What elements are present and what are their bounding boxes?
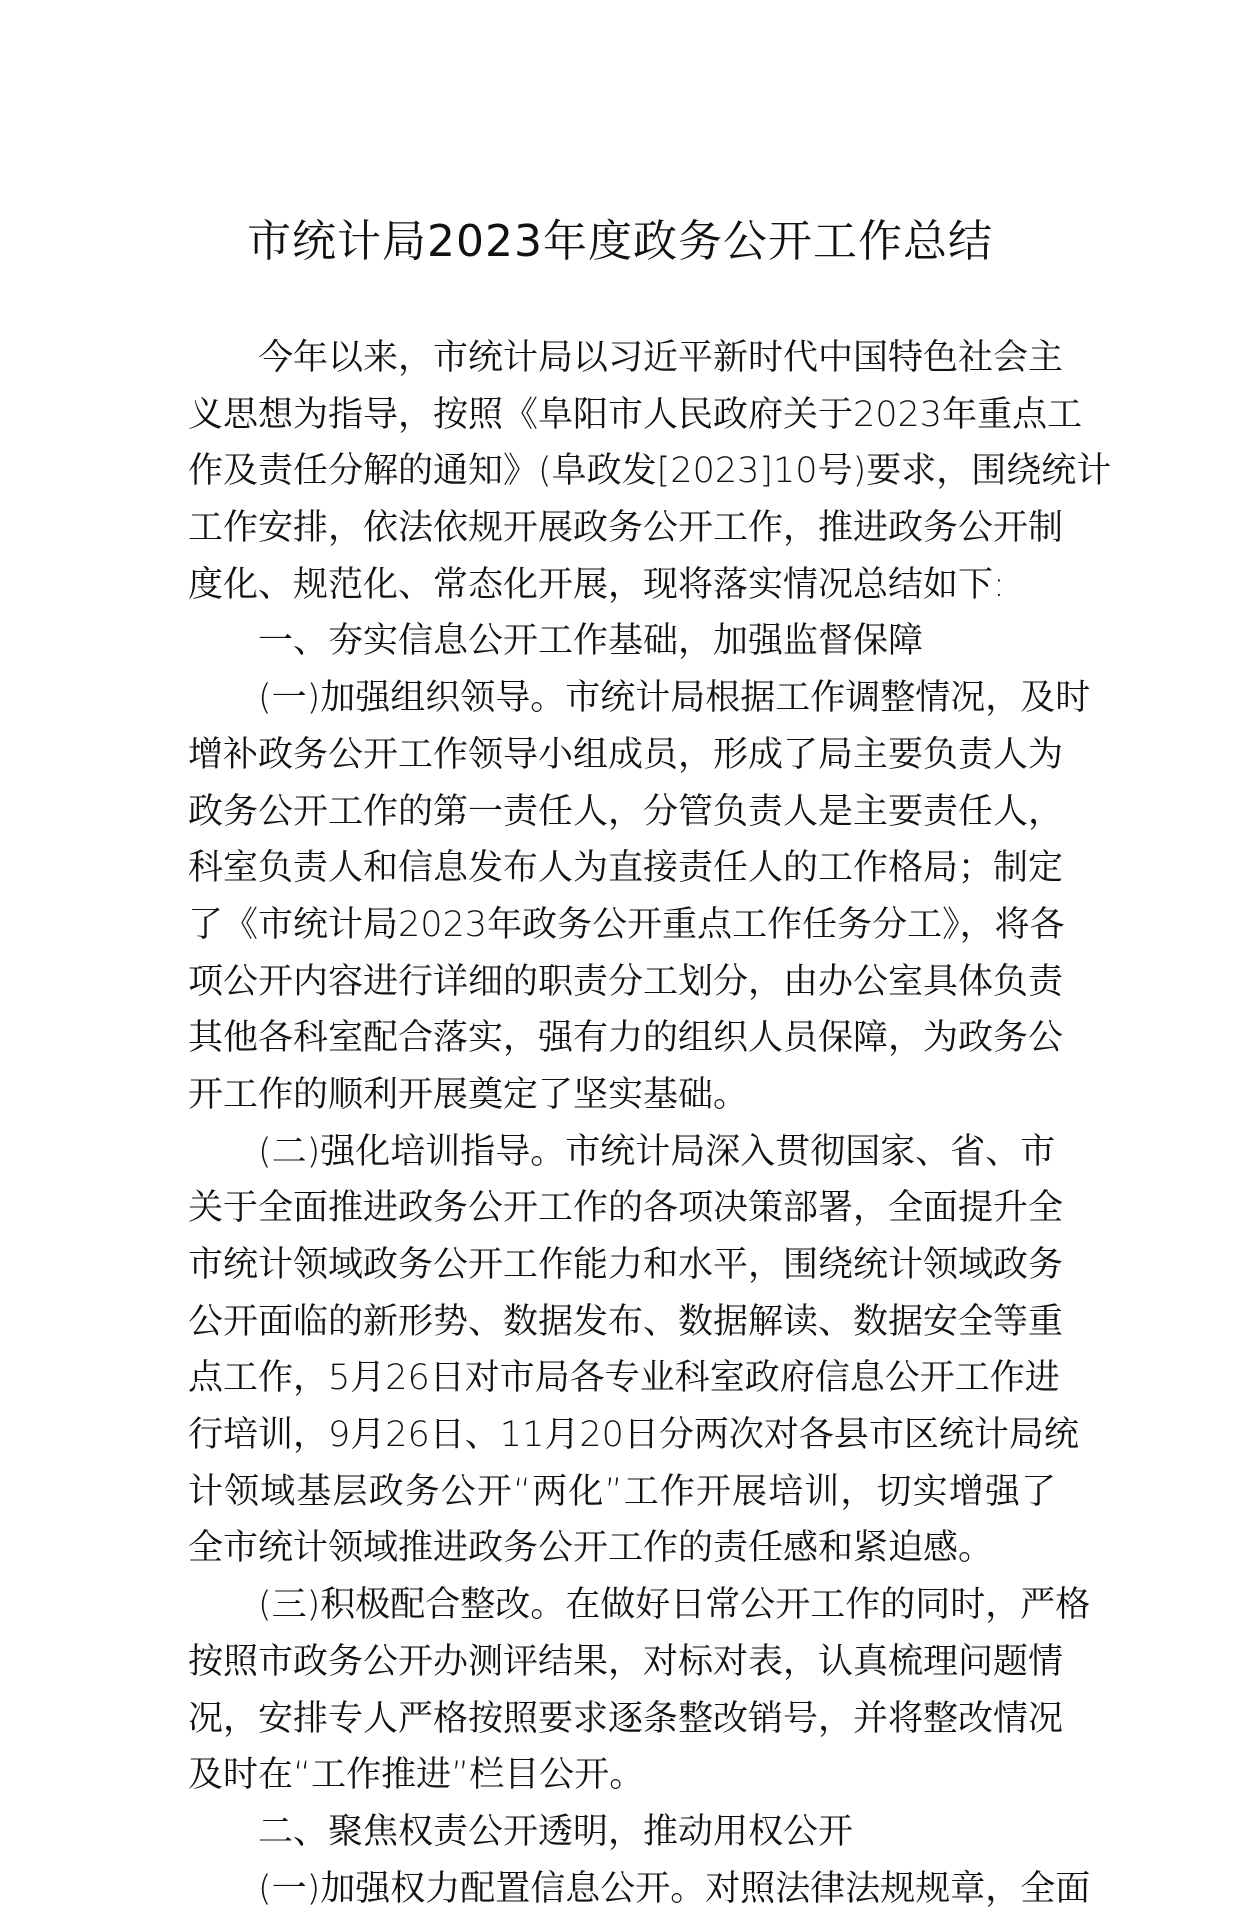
section-heading: 一、夯实信息公开工作基础，加强监督保障 (258, 621, 924, 662)
paragraph-line: 开工作的顺利开展奠定了坚实基础。 (188, 1074, 749, 1115)
document-title: 市统计局2023年度政务公开工作总结 (247, 216, 993, 267)
paragraph-line: 作及责任分解的通知》(阜政发[2023]10号)要求，围绕统计 (188, 451, 1112, 492)
paragraph-line: 公开面临的新形势、数据发布、数据解读、数据安全等重 (188, 1301, 1064, 1342)
paragraph-line: 全市统计领域推进政务公开工作的责任感和紧迫感。 (188, 1528, 994, 1569)
paragraph-line: 关于全面推进政务公开工作的各项决策部署，全面提升全 (188, 1188, 1064, 1229)
paragraph-line: 行培训，9月26日、11月20日分两次对各县市区统计局统 (188, 1415, 1079, 1456)
paragraph-line: 市统计领域政务公开工作能力和水平，围绕统计领域政务 (188, 1245, 1064, 1285)
section-heading: 二、聚焦权责公开透明，推动用权公开 (258, 1811, 854, 1852)
paragraph-line: 今年以来，市统计局以习近平新时代中国特色社会主 (258, 338, 1064, 378)
paragraph-line: (一)加强权力配置信息公开。对照法律法规规章，全面 (258, 1868, 1091, 1909)
paragraph-line: 其他各科室配合落实，强有力的组织人员保障，为政务公 (188, 1018, 1064, 1059)
paragraph-line: 点工作，5月26日对市局各专业科室政府信息公开工作进 (188, 1358, 1060, 1399)
paragraph-line: (三)积极配合整改。在做好日常公开工作的同时，严格 (258, 1585, 1091, 1626)
paragraph-line: 及时在“工作推进”栏目公开。 (188, 1755, 645, 1796)
paragraph-line: 计领域基层政务公开“两化”工作开展培训，切实增强了 (188, 1471, 1056, 1512)
paragraph-line: (二)强化培训指导。市统计局深入贯彻国家、省、市 (258, 1131, 1056, 1172)
document-body (188, 330, 1112, 1917)
paragraph-line: 项公开内容进行详细的职责分工划分，由办公室具体负责 (188, 961, 1064, 1002)
paragraph-line: 度化、规范化、常态化开展，现将落实情况总结如下: (188, 564, 1005, 605)
paragraph-line: (一)加强组织领导。市统计局根据工作调整情况，及时 (258, 678, 1091, 719)
paragraph-line: 按照市政务公开办测评结果，对标对表，认真梳理问题情 (188, 1641, 1064, 1682)
paragraph-line: 况，安排专人严格按照要求逐条整改销号，并将整改情况 (188, 1698, 1064, 1739)
paragraph-line: 工作安排，依法依规开展政务公开工作，推进政务公开制 (188, 508, 1064, 549)
paragraph-line: 增补政务公开工作领导小组成员，形成了局主要负责人为 (188, 734, 1064, 775)
paragraph-line: 政务公开工作的第一责任人，分管负责人是主要责任人， (188, 791, 1064, 832)
paragraph-line: 了《市统计局2023年政务公开重点工作任务分工》，将各 (188, 904, 1065, 945)
paragraph-line: 科室负责人和信息发布人为直接责任人的工作格局；制定 (188, 848, 1064, 889)
paragraph-line: 义思想为指导，按照《阜阳市人民政府关于2023年重点工 (188, 394, 1083, 435)
